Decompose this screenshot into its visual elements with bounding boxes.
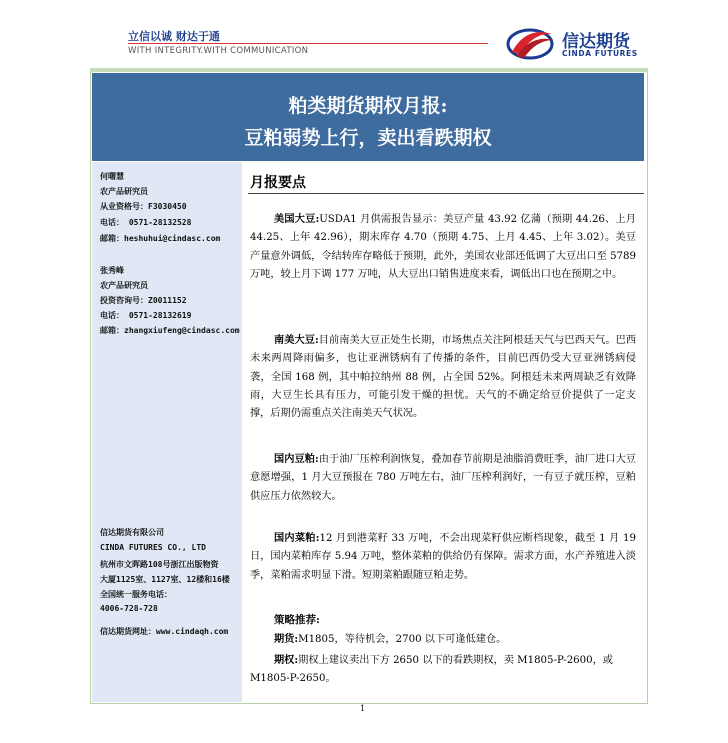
strategy-options: [250, 651, 636, 689]
company-website[interactable]: 信达期货网址：www.cindaqh.com: [100, 627, 229, 636]
paragraph-label: 国内菜粕:: [274, 532, 320, 544]
slogan-en: WITH INTEGRITY.WITH COMMUNICATION: [128, 46, 309, 56]
paragraph-domestic-rapemeal: [250, 529, 636, 585]
service-phone-label: 全国统一服务电话：: [100, 590, 172, 599]
paragraph-us-soybean: [250, 210, 636, 284]
paragraph-label: 南美大豆:: [274, 334, 319, 346]
strategy-futures: [250, 630, 636, 649]
top-accent-strip: [90, 68, 648, 72]
analyst-phone: 电话： 0571-28132528: [100, 218, 192, 227]
page-header: [128, 24, 648, 68]
analyst-license: 从业资格号：F3030450: [100, 202, 187, 211]
paragraph-sa-soybean: [250, 331, 636, 423]
company-address-line1: 杭州市文晖路108号浙江出版物资: [100, 560, 219, 569]
strategy-heading: 策略推荐:: [274, 614, 320, 626]
report-title-line1: 粕类期货期权月报:: [288, 95, 448, 117]
slogan-cn: 立信以诚 财达于通: [128, 30, 220, 43]
paragraph-text: 目前南美大豆正处生长期，市场焦点关注阿根廷天气与巴西天气。巴西未来两周降雨偏多，也让亚洲锈病有了传播的条件，目前巴西仍受大豆亚洲锈病侵袭，全国 168 例，其中帕拉纳州 88 例，占全国 52%。阿根廷未来两周缺乏有效降雨，大豆生长具有压力，可能引发干燥的担忧。天气的不确定给豆价提供了一定支撑，后期仍需重点关注南美天气状况。: [250, 335, 636, 420]
paragraph-label: 国内豆粕:: [274, 453, 319, 465]
strategy-text: M1805，等待机会，2700 以下可逢低建仓。: [298, 634, 507, 645]
paragraph-text: USDA1 月供需报告显示：美豆产量 43.92 亿蒲（预期 44.26、上月 44.25、上年 42.96），期末库存 4.70（预期 4.75、上月 4.45、上年 3.02）。美豆产量意外调低，令结转库存略低于预期，此外，美国农业部还低调了大豆出口至 5789 万吨，较上月下调 177 万吨，从大豆出口销售进度来看，调低出口也在预期之中。: [250, 214, 636, 280]
paragraph-domestic-soymeal: [250, 450, 636, 506]
service-phone: 4006-728-728: [100, 604, 158, 613]
cinda-swoosh-icon: [506, 24, 558, 62]
company-address-line2: 大厦1125室、1127室、12楼和16楼: [100, 575, 230, 584]
analyst-role: 农产品研究员: [100, 187, 148, 196]
strategy-text: 期权上建议卖出下方 2650 以下的看跌期权，卖 M1805-P-2600，或 M1805-P-2650。: [250, 655, 613, 685]
strategy-label: 期货:: [274, 633, 299, 645]
analyst-email[interactable]: 邮箱：heshuhui@cindasc.com: [100, 234, 221, 243]
analyst-name: 张秀峰: [100, 266, 124, 275]
company-name-cn: 信达期货有限公司: [100, 528, 164, 537]
analyst-name: 何曙慧: [100, 172, 124, 181]
page-number: 1: [360, 704, 366, 713]
section-divider: [248, 193, 644, 194]
paragraph-text: 12 月到港菜籽 33 万吨，不会出现菜籽供应断档现象，截至 1 月 19 日，国内菜粕库存 5.94 万吨，整体菜粕的供给仍有保障。需求方面，水产养殖进入淡季，菜粕需求明显下滑。短期菜粕跟随豆粕走势。: [250, 533, 636, 581]
logo-text-cn: 信达期货: [562, 32, 630, 52]
report-title-line2: 豆粕弱势上行，卖出看跌期权: [244, 127, 492, 149]
company-name-en: CINDA FUTURES CO., LTD: [100, 543, 206, 552]
logo-text-en: CINDA FUTURES: [562, 49, 638, 58]
title-banner: [92, 73, 644, 161]
analyst-phone: 电话： 0571-28132619: [100, 311, 192, 320]
paragraph-label: 美国大豆:: [274, 213, 320, 225]
section-title: 月报要点: [250, 175, 306, 191]
slogan-divider: [128, 43, 488, 44]
strategy-label: 期权:: [274, 654, 299, 666]
analyst-role: 农产品研究员: [100, 281, 148, 290]
paragraph-text: 由于油厂压榨利润恢复，叠加春节前期是油脂消费旺季，油厂进口大豆意愿增强，1 月大豆预报在 780 万吨左右，油厂压榨利润好，一有豆子就压榨，豆粕供应压力依然较大。: [250, 454, 636, 502]
analyst-license: 投资咨询号：Z0011152: [100, 296, 187, 305]
cinda-logo: [506, 24, 656, 64]
analyst-email[interactable]: 邮箱：zhangxiufeng@cindasc.com: [100, 326, 240, 335]
